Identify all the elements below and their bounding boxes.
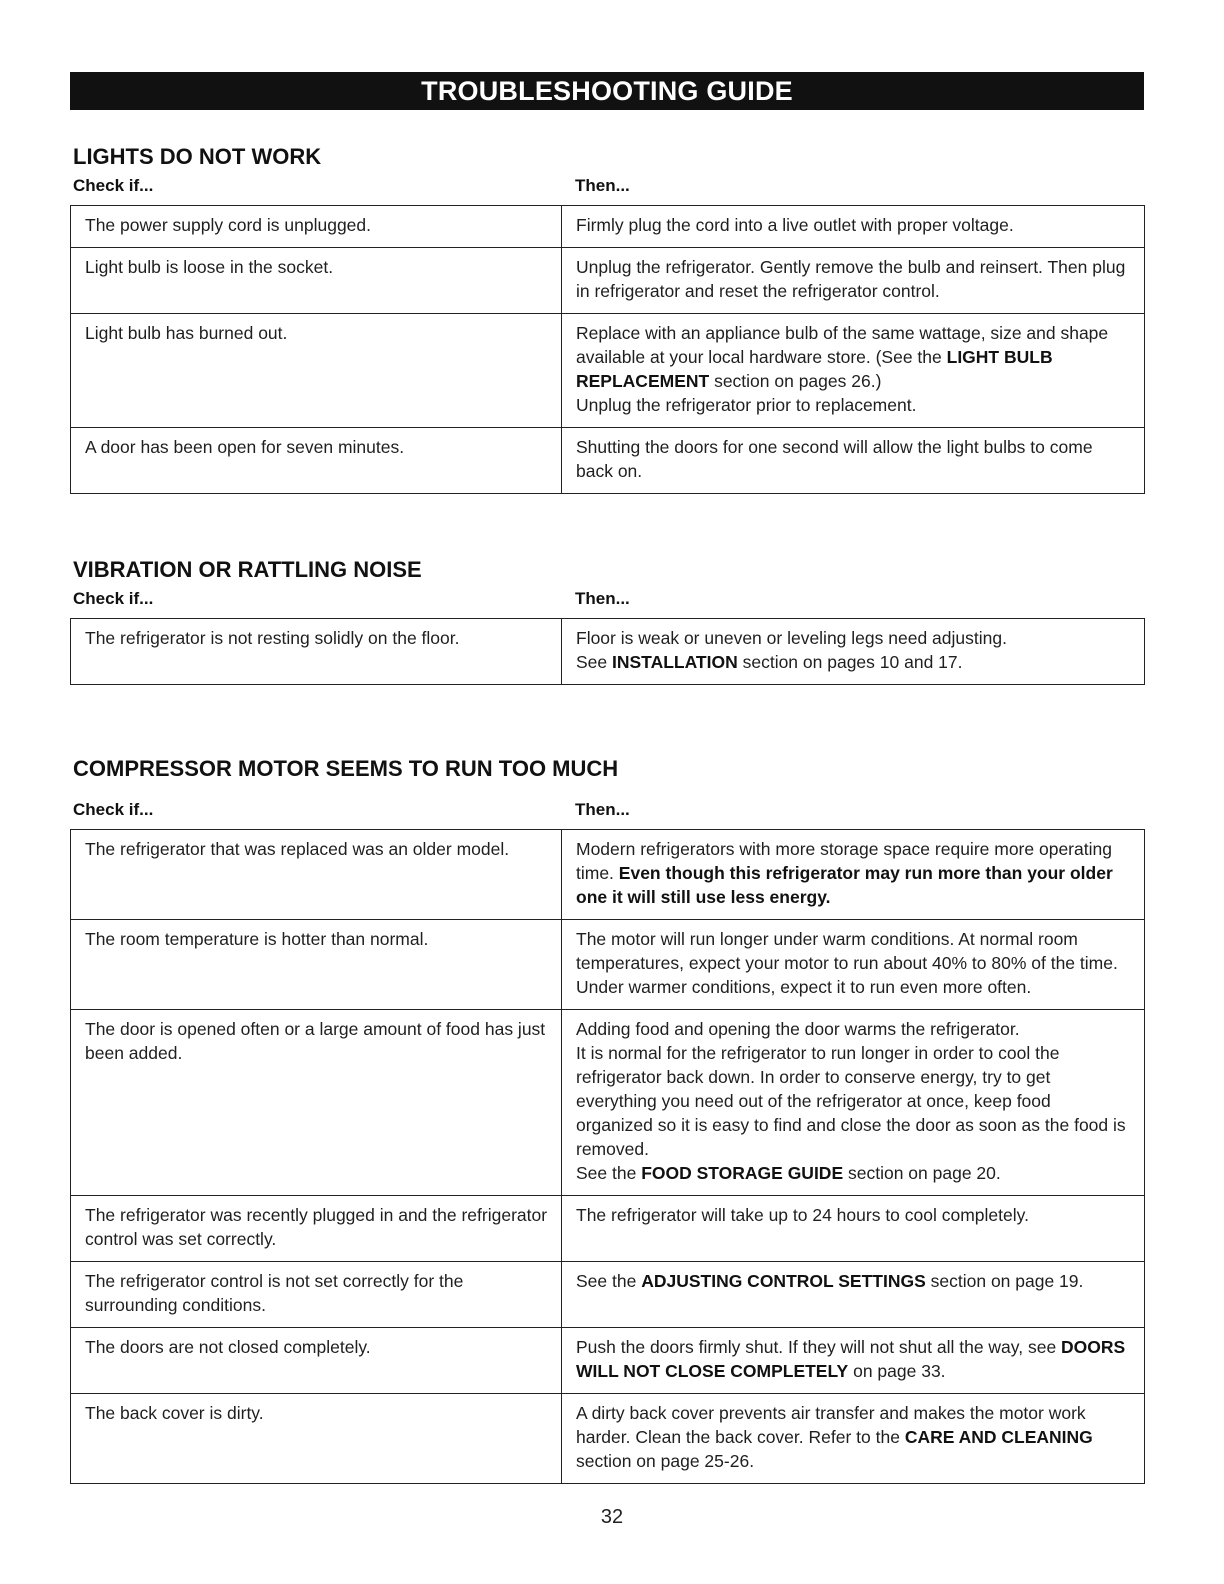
then-text: It is normal for the refrigerator to run longer in order to cool the refrigerator back down. In order to conserve energy, try to get everything you need out of the refrigerator at once, keep food organized so it is easy to find and close the door as soon as the food is removed. [576, 1043, 1126, 1159]
then-cell [562, 248, 1145, 314]
section-title: LIGHTS DO NOT WORK [73, 144, 322, 169]
then-text: Adding food and opening the door warms the refrigerator. [576, 1019, 1020, 1039]
check-cell: The doors are not closed completely. [71, 1328, 562, 1394]
table-row [71, 1010, 1145, 1196]
table-row [71, 830, 1145, 920]
then-text: Replace with an appliance bulb of the same wattage, size and shape available at your local hardware store. (See the [576, 323, 1109, 367]
check-if-header: Check if... [73, 800, 154, 819]
table-row [71, 206, 1145, 248]
table-row [71, 920, 1145, 1010]
troubleshooting-table [70, 829, 1145, 1484]
bold-reference: CARE AND CLEANING [904, 1427, 1093, 1447]
then-header: Then... [575, 589, 630, 608]
table-row [71, 428, 1145, 494]
then-text: Shutting the doors for one second will allow the light bulbs to come back on. [576, 437, 1093, 481]
check-if-header: Check if... [73, 589, 154, 608]
then-header: Then... [575, 800, 630, 819]
check-cell: The back cover is dirty. [71, 1394, 562, 1484]
bold-reference: LIGHT BULB REPLACEMENT [576, 347, 1053, 391]
check-cell: Light bulb is loose in the socket. [71, 248, 562, 314]
check-cell: The refrigerator control is not set correctly for the surrounding conditions. [71, 1262, 562, 1328]
troubleshooting-table [70, 618, 1145, 685]
then-text: See the [576, 1271, 642, 1291]
table-row [71, 1196, 1145, 1262]
bold-reference: DOORS WILL NOT CLOSE COMPLETELY [576, 1337, 1126, 1381]
then-cell [562, 428, 1145, 494]
then-cell [562, 206, 1145, 248]
check-cell: The refrigerator was recently plugged in and the refrigerator control was set correctly. [71, 1196, 562, 1262]
bold-reference: FOOD STORAGE GUIDE [641, 1163, 844, 1183]
then-cell [562, 1262, 1145, 1328]
check-cell: The room temperature is hotter than normal. [71, 920, 562, 1010]
then-text: Floor is weak or uneven or leveling legs need adjusting. [576, 628, 1007, 648]
check-cell: Light bulb has burned out. [71, 314, 562, 428]
then-text: section on pages 26.) [709, 371, 882, 391]
then-text: See the [576, 1163, 642, 1183]
then-cell [562, 1196, 1145, 1262]
table-row [71, 1328, 1145, 1394]
then-text: Unplug the refrigerator prior to replacement. [576, 395, 917, 415]
section-title: COMPRESSOR MOTOR SEEMS TO RUN TOO MUCH [73, 756, 619, 781]
check-cell: A door has been open for seven minutes. [71, 428, 562, 494]
then-text: section on page 19. [925, 1271, 1084, 1291]
then-cell [562, 619, 1145, 685]
then-cell [562, 830, 1145, 920]
then-text: Modern refrigerators with more storage space require more operating time. [576, 839, 1112, 883]
then-text: on page 33. [848, 1361, 946, 1381]
then-text: section on pages 10 and 17. [737, 652, 963, 672]
check-cell: The door is opened often or a large amount of food has just been added. [71, 1010, 562, 1196]
check-cell: The refrigerator that was replaced was an older model. [71, 830, 562, 920]
page-number: 32 [600, 1506, 624, 1528]
then-cell [562, 920, 1145, 1010]
then-cell [562, 314, 1145, 428]
bold-reference: ADJUSTING CONTROL SETTINGS [641, 1271, 926, 1291]
table-row [71, 248, 1145, 314]
then-text: Firmly plug the cord into a live outlet with proper voltage. [576, 215, 1014, 235]
troubleshooting-table [70, 205, 1145, 494]
table-row [71, 1394, 1145, 1484]
then-cell [562, 1010, 1145, 1196]
table-row [71, 314, 1145, 428]
section-lights-do-not-work [70, 144, 1144, 494]
table-row [71, 619, 1145, 685]
then-text: The motor will run longer under warm conditions. At normal room temperatures, expect your motor to run about 40% to 80% of the time. Under warmer conditions, expect it to run even more often. [576, 929, 1118, 997]
then-text: section on page 20. [843, 1163, 1001, 1183]
section-title: VIBRATION OR RATTLING NOISE [73, 557, 422, 582]
then-cell [562, 1328, 1145, 1394]
then-text: A dirty back cover prevents air transfer and makes the motor work harder. Clean the back cover. Refer to the [576, 1403, 1086, 1447]
table-row [71, 1262, 1145, 1328]
then-cell [562, 1394, 1145, 1484]
then-header: Then... [575, 176, 630, 195]
section-compressor-motor [70, 756, 1144, 1484]
then-text: Unplug the refrigerator. Gently remove the bulb and reinsert. Then plug in refrigerator and reset the refrigerator control. [576, 257, 1126, 301]
then-text: Push the doors firmly shut. If they will not shut all the way, see [576, 1337, 1062, 1357]
section-vibration-noise [70, 557, 1144, 685]
check-cell: The refrigerator is not resting solidly on the floor. [71, 619, 562, 685]
then-text: section on page 25-26. [576, 1451, 755, 1471]
page-banner: TROUBLESHOOTING GUIDE [70, 72, 1144, 110]
then-text: The refrigerator will take up to 24 hours to cool completely. [576, 1205, 1029, 1225]
check-if-header: Check if... [73, 176, 154, 195]
check-cell: The power supply cord is unplugged. [71, 206, 562, 248]
bold-reference: Even though this refrigerator may run more than your older one it will still use less energy. [576, 863, 1113, 907]
then-text: See [576, 652, 612, 672]
bold-reference: INSTALLATION [612, 652, 738, 672]
